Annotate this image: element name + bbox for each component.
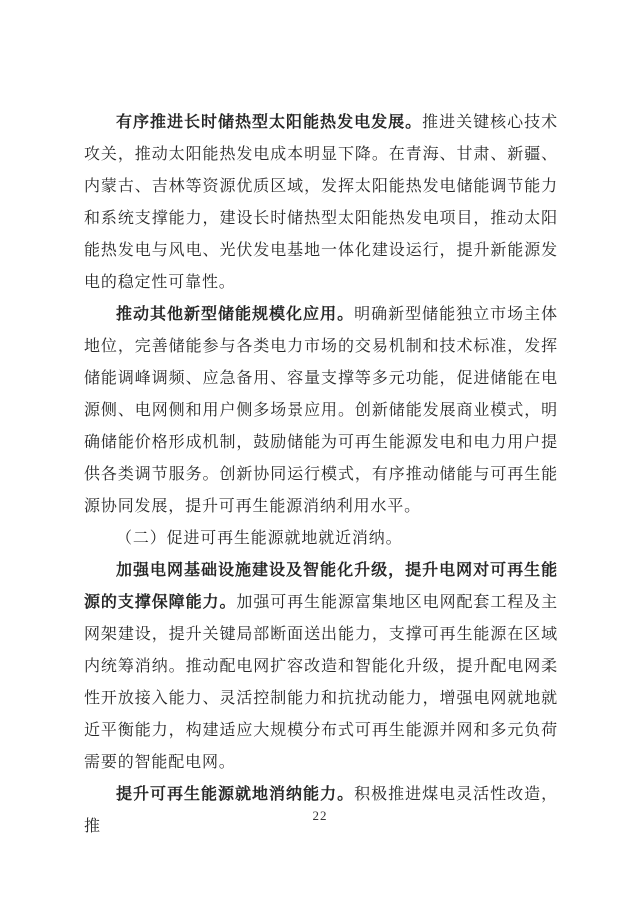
paragraph-energy-storage-lead: 推动其他新型储能规模化应用。 [116, 306, 355, 323]
paragraph-solar-thermal-lead: 有序推进长时储热型太阳能热发电发展。 [116, 114, 423, 131]
document-body [84, 107, 558, 843]
section-heading-local-consumption [84, 523, 558, 555]
paragraph-grid-infrastructure [84, 555, 558, 779]
paragraph-local-absorption-lead: 提升可再生能源就地消纳能力。 [116, 786, 355, 803]
page-number: 22 [312, 808, 328, 823]
paragraph-grid-infrastructure-text: 加强可再生能源富集地区电网配套工程及主网架建设，提升关键局部断面送出能力，支撑可再生能源在区域内统筹消纳。推动配电网扩容改造和智能化升级，提升配电网柔性开放接入能力、灵活控制能力和抗扰动能力，增强电网就地就近平衡能力，构建适应大规模分布式可再生能源并网和多元负荷需要的智能配电网。 [84, 594, 558, 771]
section-heading-text: （二）促进可再生能源就地就近消纳。 [116, 530, 403, 547]
paragraph-energy-storage-text: 明确新型储能独立市场主体地位，完善储能参与各类电力市场的交易机制和技术标准，发挥储能调峰调频、应急备用、容量支撑等多元功能，促进储能在电源侧、电网侧和用户侧多场景应用。创新储能发展商业模式，明确储能价格形成机制，鼓励储能为可再生能源发电和电力用户提供各类调节服务。创新协同运行模式，有序推动储能与可再生能源协同发展，提升可再生能源消纳利用水平。 [84, 306, 559, 515]
paragraph-solar-thermal [84, 107, 558, 299]
paragraph-energy-storage [84, 299, 558, 523]
paragraph-local-absorption-text: 积极推进煤电灵活性改造，推 [84, 786, 559, 835]
paragraph-grid-infrastructure-lead: 加强电网基础设施建设及智能化升级，提升电网对可再生能源的支撑保障能力。 [84, 562, 558, 611]
paragraph-solar-thermal-text: 推进关键核心技术攻关，推动太阳能热发电成本明显下降。在青海、甘肃、新疆、内蒙古、吉林等资源优质区域，发挥太阳能热发电储能调节能力和系统支撑能力，建设长时储热型太阳能热发电项目，推动太阳能热发电与风电、光伏发电基地一体化建设运行，提升新能源发电的稳定性可靠性。 [84, 114, 558, 291]
